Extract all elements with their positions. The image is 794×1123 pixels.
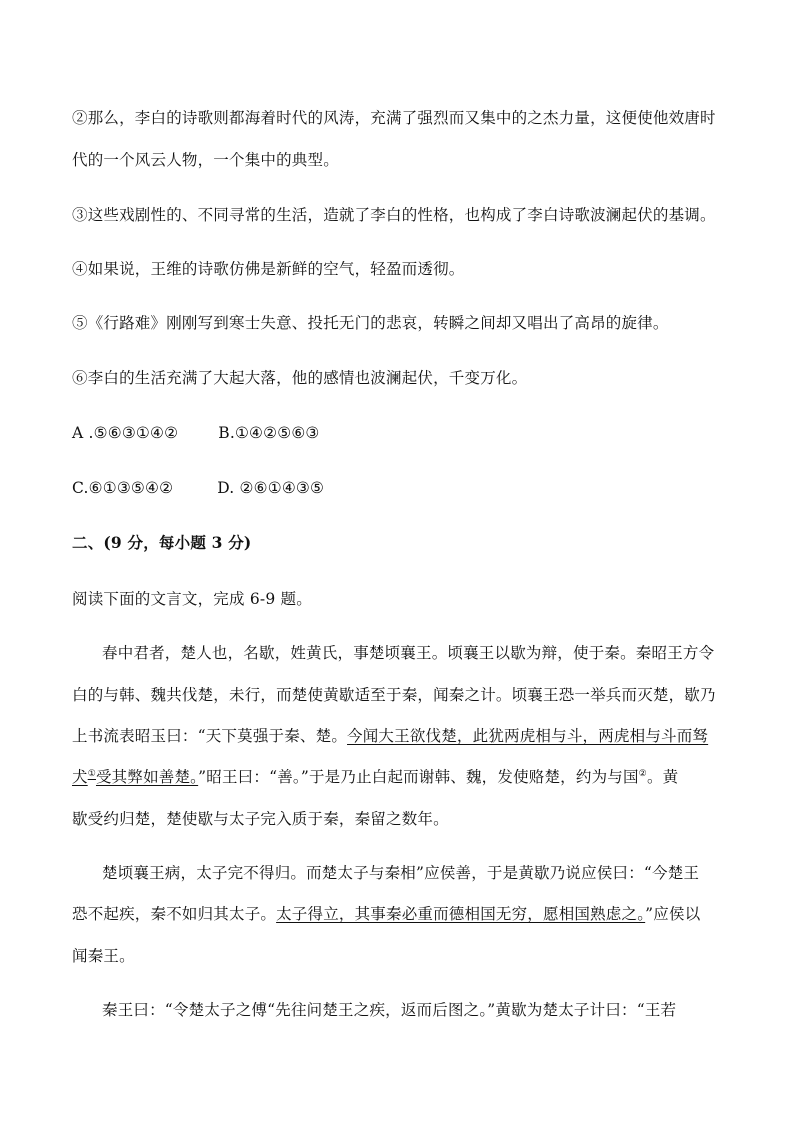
underlined-sentence: 犬 [72, 768, 88, 786]
footnote-marker-1: ① [87, 768, 96, 779]
section-2-heading: 二、(9 分，每小题 3 分) [72, 533, 252, 552]
passage-p1-line-3 [72, 726, 708, 746]
sentence-5: ⑤《行路难》刚刚写到寒士失意、投托无门的悲哀，转瞬之间却又唱出了高昂的旋律。 [72, 314, 669, 332]
sentence-3: ③这些戏剧性的、不同寻常的生活，造就了李白的性格，也构成了李白诗歌波澜起伏的基调。 [72, 206, 716, 224]
sentence-6: ⑥李白的生活充满了大起大落，他的感情也波澜起伏，千变万化。 [72, 369, 528, 387]
passage-p1-line-1: 春中君者，楚人也，名歇，姓黄氏，事楚顷襄王。顷襄王以歇为辩，使于秦。秦昭王方令 [102, 644, 715, 662]
passage-text: ”昭王曰：“善。”于是乃止白起而谢韩、魏，发使赂楚，约为与国 [198, 768, 639, 786]
sentence-2-line-1: ②那么，李白的诗歌则都海着时代的风涛，充满了强烈而又集中的之杰力量，这便使他效唐时 [72, 109, 716, 127]
footnote-marker-2: ② [638, 768, 647, 779]
option-b[interactable]: B.①④②⑤⑥③ [218, 424, 320, 442]
passage-p2-line-1: 楚顷襄王病，太子完不得归。而楚太子与秦相”应侯善，于是黄歇乃说应侯曰：“今楚王 [102, 864, 700, 882]
passage-p1-line-2: 白的与韩、魏共伐楚，未行，而楚使黄歇适至于秦，闻秦之计。顷襄王恐一举兵而灭楚，歇乃 [72, 686, 716, 704]
passage-p3-line-1: 秦王曰：“令楚太子之傅“先往问楚王之疾，返而后图之。”黄歇为楚太子计曰：“王若 [102, 1001, 677, 1019]
passage-text: 恐不起疾，秦不如归其太子。 [72, 905, 277, 923]
underlined-sentence: 受其弊如善楚。 [95, 768, 199, 786]
option-c[interactable]: C.⑥①③⑤④② [72, 479, 174, 497]
passage-text: ”应侯以 [645, 905, 701, 923]
option-a[interactable]: A .⑤⑥③①④② [72, 424, 179, 442]
option-d[interactable]: D. ②⑥①④③⑤ [217, 479, 325, 497]
passage-p1-line-5: 歇受约归楚，楚使歇与太子完入质于秦，秦留之数年。 [72, 810, 449, 828]
passage-p2-line-3: 闻秦王。 [72, 947, 135, 965]
options-row-2 [72, 478, 324, 498]
sentence-4: ④如果说，王维的诗歌仿佛是新鲜的空气，轻盈而透彻。 [72, 260, 465, 278]
sentence-2-line-2: 代的一个风云人物，一个集中的典型。 [72, 151, 339, 169]
underlined-sentence: 太子得立，其事秦必重而德相国无穷，愿相国熟虑之。 [276, 905, 646, 923]
options-row-1 [72, 423, 320, 443]
section-2-instruction: 阅读下面的文言文，完成 6-9 题。 [72, 590, 312, 608]
passage-p2-line-2 [72, 904, 700, 924]
passage-p1-line-4 [72, 767, 678, 787]
passage-text: 。黄 [646, 768, 679, 786]
underlined-sentence: 今闻大王欲伐楚，此犹两虎相与斗，两虎相与斗而驽 [347, 727, 709, 745]
passage-text: 上书流表昭玉曰：“天下莫强于秦、楚。 [72, 727, 348, 745]
